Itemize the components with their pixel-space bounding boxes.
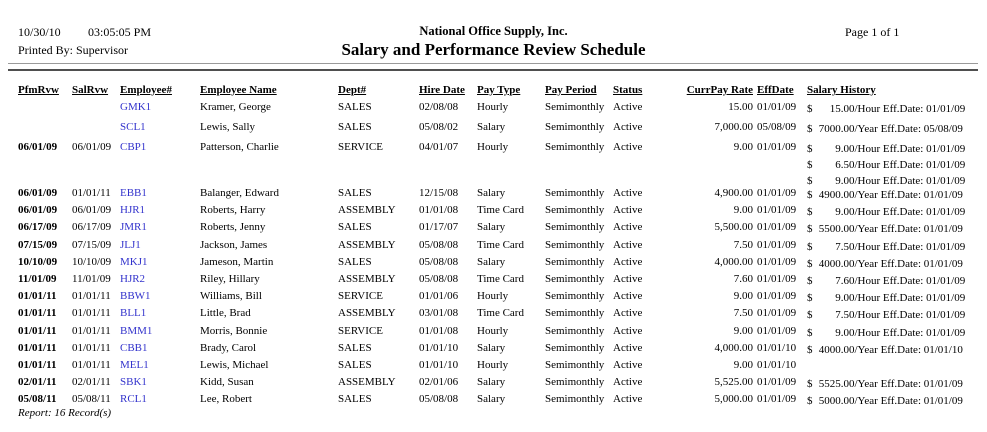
page-number: Page 1 of 1 — [845, 25, 900, 39]
salary-history-entry: $ 4000.00/Year Eff.Date: 01/01/09 — [807, 257, 963, 270]
cell-hire-date: 03/01/08 — [419, 307, 459, 320]
cell-curr-pay-rate: 9.00 — [733, 324, 753, 337]
cell-sal-review: 07/15/09 — [72, 238, 112, 251]
table-row — [0, 307, 987, 324]
cell-status: Active — [613, 272, 643, 285]
cell-salary-history — [807, 290, 985, 306]
cell-status: Active — [613, 121, 643, 133]
cell-dept: SALES — [338, 393, 372, 406]
cell-dept: ASSEMBLY — [338, 376, 396, 389]
table-row — [0, 101, 987, 121]
cell-hire-date: 05/08/08 — [419, 238, 459, 251]
table-row — [0, 325, 987, 342]
cell-status: Active — [613, 204, 643, 217]
cell-pfm-review: 01/01/11 — [18, 358, 57, 371]
cell-employee-number[interactable]: CBB1 — [120, 341, 148, 354]
salary-history-entry: $ 9.00/Hour Eff.Date: 01/01/09 — [807, 326, 966, 339]
cell-curr-pay-rate: 9.00 — [733, 290, 753, 303]
cell-pay-type: Salary — [477, 221, 506, 234]
salary-history-entry: $ 4000.00/Year Eff.Date: 01/01/10 — [807, 343, 963, 356]
cell-pay-period: Semimonthly — [545, 358, 605, 371]
cell-status: Active — [613, 393, 643, 406]
cell-eff-date: 01/01/09 — [757, 238, 797, 251]
cell-pfm-review: 01/01/11 — [18, 307, 57, 320]
cell-hire-date: 01/01/08 — [419, 324, 459, 337]
cell-employee-name: Balanger, Edward — [200, 187, 279, 199]
cell-dept: SALES — [338, 358, 372, 371]
cell-sal-review: 06/01/09 — [72, 141, 112, 153]
cell-salary-history — [807, 121, 985, 137]
cell-employee-name: Lee, Robert — [200, 393, 252, 406]
cell-employee-number[interactable]: EBB1 — [120, 187, 147, 199]
cell-pay-period: Semimonthly — [545, 307, 605, 320]
cell-pay-period: Semimonthly — [545, 238, 605, 251]
cell-hire-date: 05/08/08 — [419, 393, 459, 406]
cell-sal-review: 06/01/09 — [72, 204, 112, 217]
cell-curr-pay-rate: 4,000.00 — [714, 341, 753, 354]
salary-history-entry: $ 9.00/Hour Eff.Date: 01/01/09 — [807, 175, 966, 187]
header-rule-thin — [8, 63, 978, 64]
cell-salary-history — [807, 376, 985, 392]
cell-curr-pay-rate: 4,900.00 — [714, 187, 753, 199]
cell-curr-pay-rate: 7.50 — [733, 238, 753, 251]
cell-employee-number[interactable]: BMM1 — [120, 324, 153, 337]
salary-history-entry: $ 15.00/Hour Eff.Date: 01/01/09 — [807, 103, 966, 115]
cell-status: Active — [613, 376, 643, 389]
header-rule-thick — [8, 69, 978, 71]
cell-pay-type: Salary — [477, 393, 506, 406]
cell-hire-date: 01/01/08 — [419, 204, 459, 217]
cell-employee-name: Jackson, James — [200, 238, 268, 251]
cell-hire-date: 05/08/02 — [419, 121, 459, 133]
column-header-salary-history: Salary History — [807, 84, 876, 96]
cell-salary-history — [807, 325, 985, 341]
cell-pfm-review: 07/15/09 — [18, 238, 58, 251]
table-row — [0, 187, 987, 204]
table-row — [0, 359, 987, 376]
cell-pay-period: Semimonthly — [545, 376, 605, 389]
cell-pay-period: Semimonthly — [545, 101, 605, 113]
cell-pay-type: Hourly — [477, 324, 509, 337]
cell-status: Active — [613, 324, 643, 337]
cell-dept: SALES — [338, 341, 372, 354]
cell-employee-number[interactable]: BBW1 — [120, 290, 151, 303]
cell-dept: ASSEMBLY — [338, 307, 396, 320]
cell-pfm-review: 01/01/11 — [18, 290, 57, 303]
print-time: 03:05:05 PM — [88, 25, 152, 39]
column-header-employee-name: Employee Name — [200, 84, 277, 96]
column-header-employee-num: Employee# — [120, 84, 172, 96]
cell-curr-pay-rate: 7.50 — [733, 307, 753, 320]
cell-dept: SALES — [338, 101, 372, 113]
cell-curr-pay-rate: 7,000.00 — [714, 121, 753, 133]
salary-history-entry: $ 7000.00/Year Eff.Date: 05/08/09 — [807, 123, 963, 135]
salary-history-entry: $ 9.00/Hour Eff.Date: 01/01/09 — [807, 206, 966, 219]
column-header-sal-rvw: SalRvw — [72, 84, 109, 96]
cell-employee-number[interactable]: BLL1 — [120, 307, 147, 320]
cell-curr-pay-rate: 15.00 — [728, 101, 753, 113]
cell-pay-period: Semimonthly — [545, 290, 605, 303]
cell-sal-review: 05/08/11 — [72, 393, 111, 406]
cell-status: Active — [613, 290, 643, 303]
cell-employee-name: Patterson, Charlie — [200, 141, 279, 153]
cell-sal-review: 11/01/09 — [72, 272, 111, 285]
cell-pay-type: Time Card — [477, 238, 524, 251]
cell-eff-date: 01/01/09 — [757, 221, 797, 234]
cell-employee-number[interactable]: HJR1 — [120, 204, 146, 217]
cell-pay-type: Hourly — [477, 141, 509, 153]
cell-employee-name: Kidd, Susan — [200, 376, 254, 389]
column-header-pay-period: Pay Period — [545, 84, 597, 96]
cell-eff-date: 01/01/09 — [757, 376, 797, 389]
cell-eff-date: 01/01/09 — [757, 290, 797, 303]
cell-hire-date: 01/01/06 — [419, 290, 459, 303]
cell-pay-period: Semimonthly — [545, 272, 605, 285]
print-date: 10/30/10 — [18, 25, 61, 39]
table-row — [0, 393, 987, 410]
column-header-pay-type: Pay Type — [477, 84, 521, 96]
cell-sal-review: 02/01/11 — [72, 376, 111, 389]
cell-employee-name: Lewis, Michael — [200, 358, 269, 371]
cell-pay-period: Semimonthly — [545, 221, 605, 234]
cell-sal-review: 01/01/11 — [72, 324, 111, 337]
cell-employee-name: Brady, Carol — [200, 341, 257, 354]
cell-status: Active — [613, 341, 643, 354]
cell-pay-type: Salary — [477, 187, 506, 199]
cell-dept: ASSEMBLY — [338, 272, 396, 285]
salary-history-entry: $ 5000.00/Year Eff.Date: 01/01/09 — [807, 395, 963, 408]
cell-pfm-review: 11/01/09 — [18, 272, 57, 285]
cell-pay-type: Time Card — [477, 204, 524, 217]
cell-pay-period: Semimonthly — [545, 324, 605, 337]
cell-pfm-review: 01/01/11 — [18, 341, 57, 354]
salary-history-entry: $ 7.60/Hour Eff.Date: 01/01/09 — [807, 274, 966, 287]
cell-employee-name: Roberts, Harry — [200, 204, 266, 217]
salary-history-entry: $ 7.50/Hour Eff.Date: 01/01/09 — [807, 240, 966, 253]
cell-eff-date: 01/01/09 — [757, 272, 797, 285]
cell-pfm-review: 02/01/11 — [18, 376, 57, 389]
cell-pay-type: Salary — [477, 255, 506, 268]
cell-salary-history — [807, 141, 985, 189]
cell-status: Active — [613, 307, 643, 320]
cell-sal-review: 01/01/11 — [72, 358, 111, 371]
cell-eff-date: 01/01/09 — [757, 204, 797, 217]
cell-employee-number[interactable]: MKJ1 — [120, 255, 148, 268]
cell-salary-history — [807, 342, 985, 358]
table-row — [0, 221, 987, 238]
report-table-body — [0, 101, 987, 410]
cell-status: Active — [613, 358, 643, 371]
cell-employee-number[interactable]: HJR2 — [120, 272, 146, 285]
company-name: National Office Supply, Inc. — [419, 24, 568, 38]
column-header-status: Status — [613, 84, 643, 96]
cell-hire-date: 05/08/08 — [419, 255, 459, 268]
cell-employee-number[interactable]: MEL1 — [120, 358, 149, 371]
cell-pfm-review: 01/01/11 — [18, 324, 57, 337]
cell-hire-date: 01/01/10 — [419, 358, 459, 371]
table-row — [0, 121, 987, 141]
cell-employee-number[interactable]: CBP1 — [120, 141, 147, 153]
cell-employee-name: Roberts, Jenny — [200, 221, 266, 234]
cell-employee-number[interactable]: JMR1 — [120, 221, 147, 234]
cell-salary-history — [807, 256, 985, 272]
cell-eff-date: 01/01/09 — [757, 101, 797, 113]
cell-employee-number[interactable]: RCL1 — [120, 393, 147, 406]
cell-eff-date: 01/01/09 — [757, 393, 797, 406]
cell-curr-pay-rate: 7.60 — [733, 272, 753, 285]
cell-salary-history — [807, 187, 985, 203]
cell-dept: SERVICE — [338, 324, 383, 337]
cell-dept: SERVICE — [338, 290, 383, 303]
cell-pay-type: Salary — [477, 121, 506, 133]
cell-salary-history — [807, 101, 985, 117]
cell-status: Active — [613, 238, 643, 251]
report-title: Salary and Performance Review Schedule — [341, 40, 646, 59]
cell-employee-name: Williams, Bill — [200, 290, 262, 303]
cell-sal-review: 01/01/11 — [72, 290, 111, 303]
cell-dept: SALES — [338, 255, 372, 268]
cell-hire-date: 01/17/07 — [419, 221, 459, 234]
column-header-hire-date: Hire Date — [419, 84, 465, 96]
cell-employee-name: Little, Brad — [200, 307, 251, 320]
cell-pay-period: Semimonthly — [545, 121, 605, 133]
cell-salary-history — [807, 221, 985, 237]
cell-dept: SERVICE — [338, 141, 383, 153]
table-row — [0, 256, 987, 273]
cell-hire-date: 02/08/08 — [419, 101, 459, 113]
cell-dept: SALES — [338, 221, 372, 234]
cell-pay-period: Semimonthly — [545, 141, 605, 153]
cell-salary-history — [807, 273, 985, 289]
cell-employee-number[interactable]: SCL1 — [120, 121, 146, 133]
cell-pay-type: Salary — [477, 341, 506, 354]
cell-eff-date: 01/01/09 — [757, 324, 797, 337]
cell-status: Active — [613, 141, 643, 153]
cell-salary-history — [807, 204, 985, 220]
cell-pfm-review: 06/01/09 — [18, 187, 58, 199]
salary-history-entry: $ 4900.00/Year Eff.Date: 01/01/09 — [807, 189, 963, 201]
cell-curr-pay-rate: 4,000.00 — [714, 255, 753, 268]
cell-hire-date: 01/01/10 — [419, 341, 459, 354]
cell-employee-number[interactable]: SBK1 — [120, 376, 147, 389]
cell-curr-pay-rate: 5,000.00 — [714, 393, 753, 406]
cell-salary-history — [807, 393, 985, 409]
cell-sal-review: 06/17/09 — [72, 221, 112, 234]
column-header-dept: Dept# — [338, 84, 367, 96]
cell-curr-pay-rate: 9.00 — [733, 358, 753, 371]
column-header-pfm-rvw: PfmRvw — [18, 84, 59, 96]
cell-pay-period: Semimonthly — [545, 187, 605, 199]
record-count-summary: Report: 16 Record(s) — [18, 407, 112, 419]
table-row — [0, 273, 987, 290]
printed-by: Printed By: Supervisor — [18, 43, 128, 57]
cell-eff-date: 01/01/09 — [757, 187, 797, 199]
cell-pfm-review: 06/01/09 — [18, 141, 58, 153]
salary-history-entry: $ 9.00/Hour Eff.Date: 01/01/09 — [807, 143, 966, 155]
salary-history-entry: $ 9.00/Hour Eff.Date: 01/01/09 — [807, 292, 966, 305]
cell-eff-date: 01/01/09 — [757, 307, 797, 320]
cell-status: Active — [613, 187, 643, 199]
cell-status: Active — [613, 101, 643, 113]
cell-sal-review: 01/01/11 — [72, 307, 111, 320]
cell-pfm-review: 06/01/09 — [18, 204, 58, 217]
cell-employee-name: Kramer, George — [200, 101, 271, 113]
cell-curr-pay-rate: 5,525.00 — [714, 376, 753, 389]
cell-employee-number[interactable]: GMK1 — [120, 101, 152, 113]
salary-history-entry: $ 6.50/Hour Eff.Date: 01/01/09 — [807, 159, 966, 171]
cell-salary-history — [807, 239, 985, 255]
cell-pay-period: Semimonthly — [545, 204, 605, 217]
cell-eff-date: 01/01/09 — [757, 141, 797, 153]
salary-history-entry: $ 7.50/Hour Eff.Date: 01/01/09 — [807, 309, 966, 322]
cell-pfm-review: 10/10/09 — [18, 255, 58, 268]
cell-sal-review: 01/01/11 — [72, 341, 111, 354]
cell-eff-date: 01/01/09 — [757, 255, 797, 268]
table-row — [0, 342, 987, 359]
cell-dept: SALES — [338, 187, 372, 199]
cell-pay-type: Time Card — [477, 307, 524, 320]
cell-status: Active — [613, 221, 643, 234]
table-row — [0, 290, 987, 307]
cell-dept: SALES — [338, 121, 372, 133]
column-header-curr-pay-rate: CurrPay Rate — [686, 84, 753, 96]
cell-pay-type: Hourly — [477, 101, 509, 113]
cell-pfm-review: 06/17/09 — [18, 221, 58, 234]
cell-employee-name: Morris, Bonnie — [200, 324, 268, 337]
cell-salary-history — [807, 307, 985, 323]
table-row — [0, 141, 987, 187]
cell-employee-name: Jameson, Martin — [200, 255, 274, 268]
cell-curr-pay-rate: 9.00 — [733, 141, 753, 153]
cell-pay-type: Salary — [477, 376, 506, 389]
cell-curr-pay-rate: 5,500.00 — [714, 221, 753, 234]
cell-eff-date: 01/01/10 — [757, 358, 797, 371]
table-row — [0, 376, 987, 393]
cell-pfm-review: 05/08/11 — [18, 393, 57, 406]
cell-employee-name: Lewis, Sally — [200, 121, 255, 133]
cell-employee-number[interactable]: JLJ1 — [120, 238, 141, 251]
cell-pay-period: Semimonthly — [545, 255, 605, 268]
cell-pay-type: Hourly — [477, 358, 509, 371]
table-row — [0, 239, 987, 256]
cell-hire-date: 12/15/08 — [419, 187, 459, 199]
cell-hire-date: 05/08/08 — [419, 272, 459, 285]
cell-dept: ASSEMBLY — [338, 238, 396, 251]
cell-pay-period: Semimonthly — [545, 341, 605, 354]
cell-pay-type: Hourly — [477, 290, 509, 303]
salary-history-entry: $ 5525.00/Year Eff.Date: 01/01/09 — [807, 378, 963, 391]
table-row — [0, 204, 987, 221]
cell-pay-period: Semimonthly — [545, 393, 605, 406]
cell-employee-name: Riley, Hillary — [200, 272, 260, 285]
cell-pay-type: Time Card — [477, 272, 524, 285]
cell-curr-pay-rate: 9.00 — [733, 204, 753, 217]
cell-eff-date: 05/08/09 — [757, 121, 797, 133]
column-header-eff-date: EffDate — [757, 84, 794, 96]
cell-hire-date: 04/01/07 — [419, 141, 459, 153]
cell-hire-date: 02/01/06 — [419, 376, 459, 389]
cell-sal-review: 01/01/11 — [72, 187, 111, 199]
cell-dept: ASSEMBLY — [338, 204, 396, 217]
salary-history-entry: $ 5500.00/Year Eff.Date: 01/01/09 — [807, 223, 963, 236]
cell-status: Active — [613, 255, 643, 268]
cell-sal-review: 10/10/09 — [72, 255, 112, 268]
cell-eff-date: 01/01/10 — [757, 341, 797, 354]
